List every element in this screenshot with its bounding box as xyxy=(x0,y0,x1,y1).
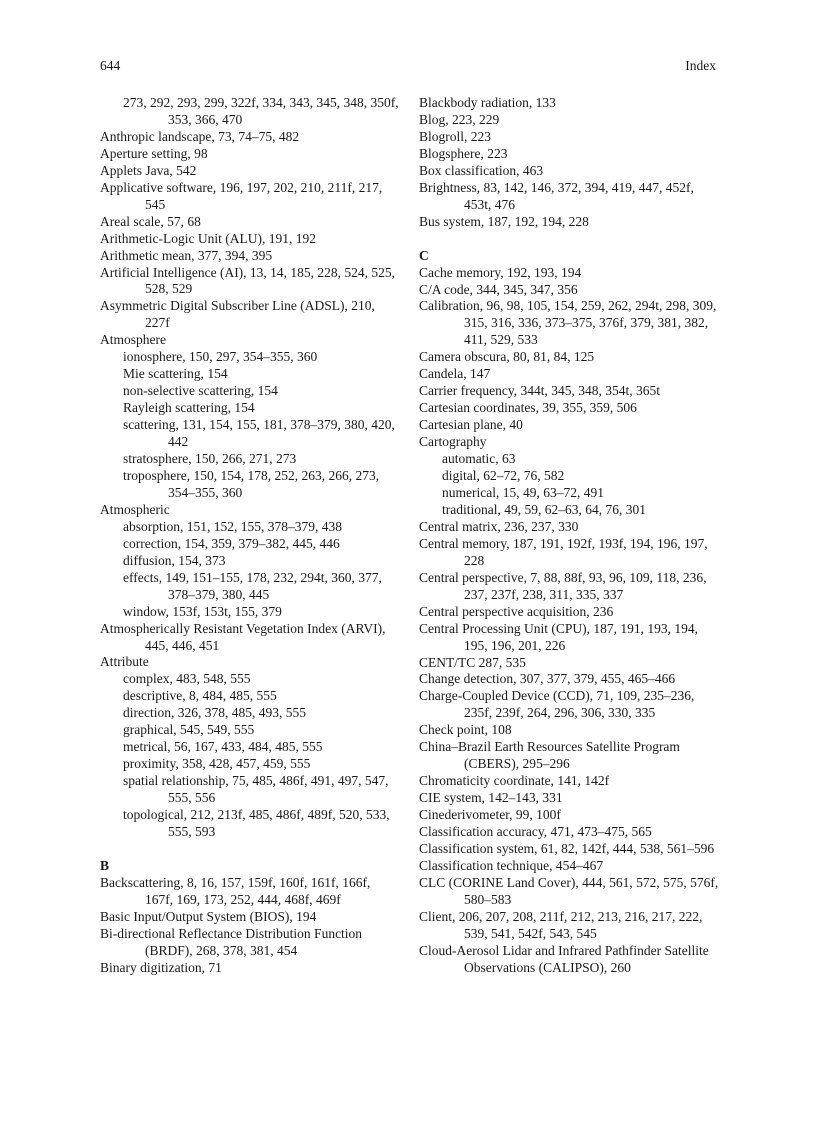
index-entry: Anthropic landscape, 73, 74–75, 482 xyxy=(100,128,300,144)
index-entry: Candela, 147 xyxy=(419,366,491,382)
index-subentry: graphical, 545, 549, 555 xyxy=(123,722,255,738)
index-subentry: metrical, 56, 167, 433, 484, 485, 555 xyxy=(123,739,323,755)
index-subentry: numerical, 15, 49, 63–72, 491 xyxy=(442,484,604,500)
index-entry: Central Processing Unit (CPU), 187, 191, 193, 194, 195, 196, 201, 226 xyxy=(419,620,698,653)
index-subentry: automatic, 63 xyxy=(442,451,516,467)
index-entry: Arithmetic-Logic Unit (ALU), 191, 192 xyxy=(100,230,316,246)
index-entry: Applicative software, 196, 197, 202, 210, 211f, 217, 545 xyxy=(100,179,383,212)
index-subentry: proximity, 358, 428, 457, 459, 555 xyxy=(123,756,311,772)
index-subentry: Mie scattering, 154 xyxy=(123,366,228,382)
index-entry: Arithmetic mean, 377, 394, 395 xyxy=(100,247,273,263)
index-entry: Bus system, 187, 192, 194, 228 xyxy=(419,213,589,229)
index-entry: Blogsphere, 223 xyxy=(419,145,508,161)
section-spacer xyxy=(419,231,719,248)
index-entry: Atmosphere xyxy=(100,332,166,348)
index-entry: China–Brazil Earth Resources Satellite Program (CBERS), 295–296 xyxy=(419,739,680,772)
index-entry: Chromaticity coordinate, 141, 142f xyxy=(419,773,610,789)
index-entry: CIE system, 142–143, 331 xyxy=(419,790,563,806)
index-subentry: non-selective scattering, 154 xyxy=(123,383,278,399)
index-entry: Cache memory, 192, 193, 194 xyxy=(419,264,582,280)
index-entry: Applets Java, 542 xyxy=(100,162,197,178)
index-entry: Attribute xyxy=(100,654,149,670)
page-number: 644 xyxy=(100,58,121,73)
index-entry: Atmospherically Resistant Vegetation Index (ARVI), 445, 446, 451 xyxy=(100,620,386,653)
index-entry: Artificial Intelligence (AI), 13, 14, 185, 228, 524, 525, 528, 529 xyxy=(100,264,396,297)
index-entry: Aperture setting, 98 xyxy=(100,145,208,161)
index-entry: Binary digitization, 71 xyxy=(100,959,222,975)
index-entry: Central perspective acquisition, 236 xyxy=(419,603,614,619)
index-entry: C/A code, 344, 345, 347, 356 xyxy=(419,281,578,297)
index-entry: Central memory, 187, 191, 192f, 193f, 194, 196, 197, 228 xyxy=(419,535,708,568)
index-entry: Calibration, 96, 98, 105, 154, 259, 262, 294t, 298, 309, 315, 316, 336, 373–375, 376f, 379, 381, 382, 411, 529, 533 xyxy=(419,298,717,348)
section-letter: C xyxy=(419,247,429,263)
index-entry: Check point, 108 xyxy=(419,722,512,738)
index-subentry: ionosphere, 150, 297, 354–355, 360 xyxy=(123,349,318,365)
index-entry: Blackbody radiation, 133 xyxy=(419,95,556,110)
index-entry: Asymmetric Digital Subscriber Line (ADSL), 210, 227f xyxy=(100,298,375,331)
index-entry: Carrier frequency, 344t, 345, 348, 354t, 365t xyxy=(419,383,660,399)
index-entry: Central perspective, 7, 88, 88f, 93, 96, 109, 118, 236, 237, 237f, 238, 311, 335, 337 xyxy=(419,569,707,602)
index-subentry: diffusion, 154, 373 xyxy=(123,552,226,568)
index-entry: Classification system, 61, 82, 142f, 444, 538, 561–596 xyxy=(419,840,715,856)
index-subentry: direction, 326, 378, 485, 493, 555 xyxy=(123,705,306,721)
index-entry: Blogroll, 223 xyxy=(419,128,492,144)
index-subentry: scattering, 131, 154, 155, 181, 378–379, 380, 420, 442 xyxy=(123,417,395,450)
index-subentry: window, 153f, 153t, 155, 379 xyxy=(123,603,282,619)
index-subentry: digital, 62–72, 76, 582 xyxy=(442,468,565,484)
index-entry: Change detection, 307, 377, 379, 455, 465–466 xyxy=(419,671,676,687)
index-entry: Cloud-Aerosol Lidar and Infrared Pathfinder Satellite Observations (CALIPSO), 260 xyxy=(419,942,709,975)
index-column-right xyxy=(419,95,719,977)
index-entry: Camera obscura, 80, 81, 84, 125 xyxy=(419,349,595,365)
index-subentry: descriptive, 8, 484, 485, 555 xyxy=(123,688,277,704)
index-entry: Blog, 223, 229 xyxy=(419,111,500,127)
index-entry: Charge-Coupled Device (CCD), 71, 109, 235–236, 235f, 239f, 264, 296, 306, 330, 335 xyxy=(419,688,695,721)
index-subentry: spatial relationship, 75, 485, 486f, 491, 497, 547, 555, 556 xyxy=(123,773,389,806)
section-letter: B xyxy=(100,857,110,873)
index-entry: Classification technique, 454–467 xyxy=(419,857,604,873)
index-subentry: troposphere, 150, 154, 178, 252, 263, 266, 273, 354–355, 360 xyxy=(123,467,380,500)
index-subentry: effects, 149, 151–155, 178, 232, 294t, 360, 377, 378–379, 380, 445 xyxy=(123,569,382,602)
index-entry: CLC (CORINE Land Cover), 444, 561, 572, 575, 576f, 580–583 xyxy=(419,874,719,907)
index-column-left xyxy=(100,95,400,977)
index-subentry: topological, 212, 213f, 485, 486f, 489f, 520, 533, 555, 593 xyxy=(123,807,390,839)
section-spacer xyxy=(100,841,400,858)
index-entry: Basic Input/Output System (BIOS), 194 xyxy=(100,908,317,924)
index-entry: Box classification, 463 xyxy=(419,162,544,178)
index-entry-continuation: 273, 292, 293, 299, 322f, 334, 343, 345, 348, 350f, 353, 366, 470 xyxy=(123,95,399,127)
index-subentry: Rayleigh scattering, 154 xyxy=(123,400,255,416)
index-entry: Cartesian coordinates, 39, 355, 359, 506 xyxy=(419,400,637,416)
index-entry: Atmospheric xyxy=(100,501,170,517)
index-entry: Client, 206, 207, 208, 211f, 212, 213, 216, 217, 222, 539, 541, 542f, 543, 545 xyxy=(419,908,703,941)
index-entry: Bi-directional Reflectance Distribution Function (BRDF), 268, 378, 381, 454 xyxy=(100,925,363,958)
index-entry: Areal scale, 57, 68 xyxy=(100,213,201,229)
index-entry: Brightness, 83, 142, 146, 372, 394, 419, 447, 452f, 453t, 476 xyxy=(419,179,694,212)
index-entry: Cinederivometer, 99, 100f xyxy=(419,807,561,823)
index-entry: Backscattering, 8, 16, 157, 159f, 160f, 161f, 166f, 167f, 169, 173, 252, 444, 468f, 469f xyxy=(100,874,371,907)
index-entry: Cartesian plane, 40 xyxy=(419,417,523,433)
index-entry: Classification accuracy, 471, 473–475, 565 xyxy=(419,824,652,840)
running-header-title: Index xyxy=(685,58,716,73)
index-subentry: traditional, 49, 59, 62–63, 64, 76, 301 xyxy=(442,501,646,517)
index-subentry: stratosphere, 150, 266, 271, 273 xyxy=(123,451,297,467)
index-subentry: complex, 483, 548, 555 xyxy=(123,671,251,687)
index-subentry: correction, 154, 359, 379–382, 445, 446 xyxy=(123,535,340,551)
index-subentry: absorption, 151, 152, 155, 378–379, 438 xyxy=(123,518,342,534)
index-entry: CENT/TC 287, 535 xyxy=(419,654,526,670)
index-entry: Central matrix, 236, 237, 330 xyxy=(419,518,579,534)
index-entry: Cartography xyxy=(419,434,487,450)
